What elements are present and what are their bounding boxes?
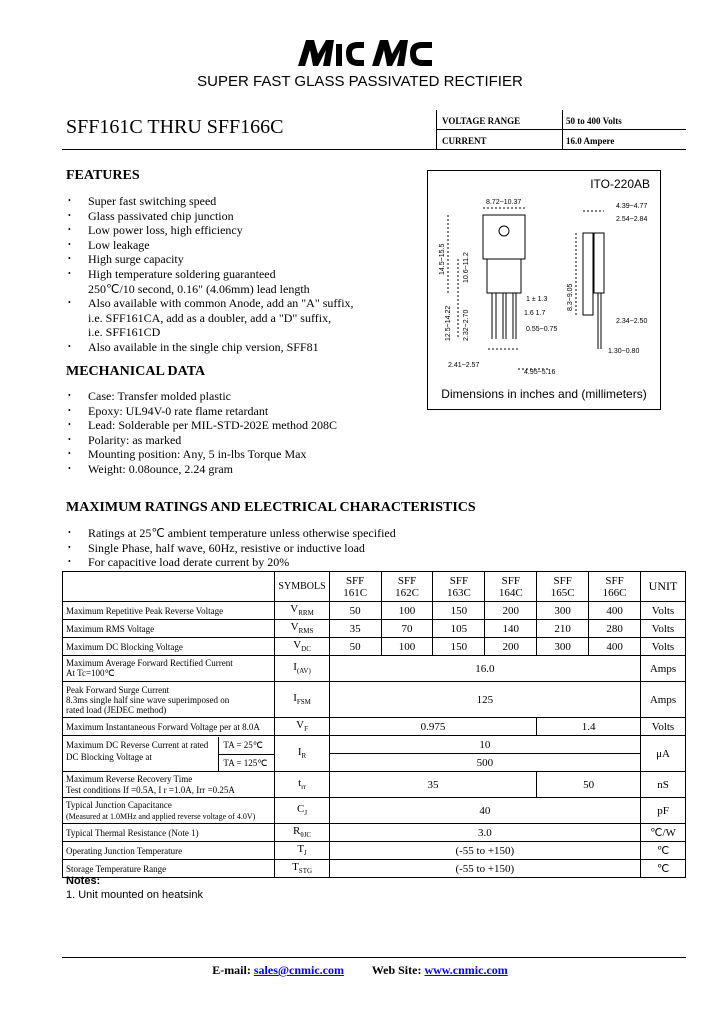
symbol-cell: [275, 620, 329, 638]
sym-sub: STG: [298, 867, 313, 876]
sym: I: [297, 746, 302, 759]
mechanical-list: [66, 389, 416, 477]
param-line: Typical Junction Capacitance: [66, 799, 172, 810]
dim-label: 8.72~10.37: [486, 199, 522, 206]
param-cell: Maximum DC Blocking Voltage: [63, 638, 275, 656]
part-line: 161C: [343, 586, 368, 599]
symbol-cell: [275, 718, 329, 736]
value-cell: 125: [329, 682, 640, 718]
param-line: Maximum Reverse Recovery Time: [66, 773, 193, 784]
dim-label: 0.55~0.75: [526, 326, 558, 333]
value-cell: 50: [537, 772, 641, 798]
package-drawing: [427, 170, 661, 410]
param-cell: Typical Thermal Resistance (Note 1): [63, 824, 275, 842]
header-part: [485, 572, 537, 602]
value-cell: 100: [381, 602, 433, 620]
param-cell: Maximum RMS Voltage: [63, 620, 275, 638]
unit-cell: Amps: [641, 656, 686, 682]
note-item: 1. Unit mounted on heatsink: [66, 889, 203, 901]
list-item: • Super fast switching speed: [66, 194, 416, 209]
unit-cell: Amps: [641, 682, 686, 718]
unit-cell: ℃: [641, 842, 686, 860]
notes-title: Notes:: [66, 875, 101, 887]
sym-sub: F: [304, 725, 308, 734]
value-cell: 300: [537, 638, 589, 656]
mechanical-section: [66, 364, 416, 477]
symbol-cell: [275, 772, 329, 798]
part-line: SFF: [449, 574, 469, 587]
param-cell: [63, 656, 275, 682]
value-cell: 150: [433, 602, 485, 620]
part-line: 162C: [395, 586, 419, 599]
symbol-cell: [275, 798, 329, 824]
param-line: 8.3ms single half sine wave superimposed on: [66, 694, 230, 705]
unit-cell: pF: [641, 798, 686, 824]
value-cell: 200: [485, 602, 537, 620]
spec-value: 16.0 Ampere: [566, 136, 615, 146]
value-cell: 150: [433, 638, 485, 656]
sym-sub: FSM: [296, 698, 311, 707]
list-item: • Low power loss, high efficiency: [66, 223, 416, 238]
spec-label: CURRENT: [442, 136, 487, 146]
header-unit: UNIT: [641, 572, 686, 602]
dim-label: 12.5~14.22: [445, 305, 452, 341]
unit-cell: Volts: [641, 602, 686, 620]
spec-label: VOLTAGE RANGE: [442, 116, 521, 126]
part-line: SFF: [553, 574, 572, 587]
sym: V: [296, 719, 305, 732]
list-item: • Case: Transfer molded plastic: [66, 389, 416, 404]
value-cell: 100: [381, 638, 433, 656]
list-item: • Low leakage: [66, 238, 416, 253]
divider: [436, 129, 686, 130]
symbol-cell: [275, 736, 329, 772]
dim-label: 1 ± 1.3: [526, 296, 548, 303]
list-item: • High temperature soldering guaranteed: [66, 267, 416, 282]
param-line: Maximum Average Forward Rectified Current: [66, 658, 233, 668]
list-item: • Ratings at 25℃ ambient temperature unless otherwise specified: [66, 526, 686, 541]
value-cell: (-55 to +150): [329, 860, 640, 878]
param-line: rated load (JEDEC method): [66, 704, 167, 715]
part-line: 165C: [550, 586, 575, 599]
symbol-cell: [275, 656, 329, 682]
part-line: 166C: [602, 586, 627, 599]
divider: [562, 110, 563, 150]
list-item: • Also available with common Anode, add an "A" suffix,: [66, 296, 416, 311]
list-item: • Glass passivated chip junction: [66, 209, 416, 224]
list-item: • Epoxy: UL94V-0 rate flame retardant: [66, 404, 416, 419]
value-cell: 10: [329, 736, 640, 754]
sym: R: [293, 825, 301, 838]
sym: V: [290, 603, 299, 616]
sym: t: [298, 777, 302, 790]
value-cell: 40: [329, 798, 640, 824]
param-line: Maximum DC Reverse Current at rated: [66, 739, 209, 750]
param-line: Test conditions If =0.5A, I r =1.0A, Irr =0.25A: [66, 784, 235, 795]
part-line: SFF: [397, 574, 417, 587]
list-item: • Mounting position: Any, 5 in-lbs Torque Max: [66, 447, 416, 462]
mechanical-title: MECHANICAL DATA: [66, 364, 206, 379]
unit-cell: ℃/W: [641, 824, 686, 842]
param-cell: Maximum Repetitive Peak Reverse Voltage: [63, 602, 275, 620]
symbol-cell: [275, 824, 329, 842]
dim-label: 10.6~11.2: [463, 252, 470, 283]
divider: [62, 149, 686, 150]
param-cell: Storage Temperature Range: [63, 860, 275, 878]
param-cell: [63, 772, 275, 798]
value-cell: 210: [537, 620, 589, 638]
symbol-cell: [275, 602, 329, 620]
param-line: (Measured at 1.0MHz and applied reverse voltage of 4.0V): [66, 811, 256, 821]
header-part: [589, 572, 641, 602]
value-cell: 400: [589, 602, 641, 620]
unit-cell: Volts: [641, 718, 686, 736]
email-link[interactable]: sales@cnmic.com: [253, 963, 344, 977]
list-item: • For capacitive load derate current by 20%: [66, 555, 686, 570]
symbol-cell: [275, 682, 329, 718]
footer: [0, 963, 720, 978]
sym-sub: RMS: [298, 627, 314, 636]
header-cell: [63, 572, 275, 602]
ta-conditions: [218, 737, 274, 771]
value-cell: 300: [537, 602, 589, 620]
table-row: [63, 718, 686, 736]
dim-label: 4.39~4.77: [616, 203, 648, 210]
unit-cell: Volts: [641, 620, 686, 638]
sym: I: [293, 692, 297, 705]
sym: V: [290, 621, 299, 634]
sym-sub: rr: [301, 783, 306, 792]
value-cell: 500: [329, 754, 640, 772]
divider: [436, 110, 437, 150]
value-cell: 280: [589, 620, 641, 638]
email-label: E-mail:: [212, 963, 251, 977]
features-title: FEATURES: [66, 168, 140, 183]
table-row: [63, 824, 686, 842]
sym: I: [293, 661, 297, 674]
list-item: • Also available in the single chip version, SFF81: [66, 340, 416, 355]
table-row: [63, 682, 686, 718]
param-cell: [63, 798, 275, 824]
header-part: [329, 572, 381, 602]
list-item: 250℃/10 second, 0.16" (4.06mm) lead length: [88, 281, 310, 296]
table-row: [63, 842, 686, 860]
header-part: [381, 572, 433, 602]
symbol-cell: [275, 842, 329, 860]
table-row: [63, 656, 686, 682]
table-row: [63, 620, 686, 638]
param-line: DC Blocking Voltage at: [66, 751, 152, 762]
table-row: [63, 772, 686, 798]
table-row: [63, 736, 686, 754]
package-outline-drawing: [428, 171, 660, 409]
param-cell: Operating Junction Temperature: [63, 842, 275, 860]
value-cell: 50: [329, 602, 381, 620]
list-item: • Weight: 0.08ounce, 2.24 gram: [66, 462, 416, 477]
value-cell: (-55 to +150): [329, 842, 640, 860]
part-line: SFF: [501, 574, 520, 587]
symbol-cell: [275, 860, 329, 878]
part-line: SFF: [345, 574, 365, 587]
value-cell: 200: [485, 638, 537, 656]
header-part: [433, 572, 485, 602]
value-cell: 16.0: [329, 656, 640, 682]
param-line: At Tc=100℃: [66, 668, 115, 678]
table-row: [63, 638, 686, 656]
sym-sub: J: [304, 849, 307, 858]
list-item: • Polarity: as marked: [66, 433, 416, 448]
param-cell: [63, 736, 275, 772]
sym-sub: RRM: [298, 609, 314, 618]
sym-sub: DC: [301, 645, 311, 654]
dim-label: 1.6 1.7: [524, 310, 546, 317]
sym-sub: J: [304, 809, 308, 818]
sym: T: [297, 843, 305, 856]
unit-cell: μA: [641, 736, 686, 772]
dim-label: 2.54~2.84: [616, 216, 648, 223]
ratings-notes: [66, 526, 686, 570]
list-item: • Lead: Solderable per MIL-STD-202E method 208C: [66, 418, 416, 433]
mic-logo: [296, 36, 436, 68]
value-cell: 1.4: [537, 718, 641, 736]
dim-label: 1.30~0.80: [608, 348, 640, 355]
part-line: SFF: [605, 574, 624, 587]
sym: T: [292, 861, 299, 874]
unit-cell: ℃: [641, 860, 686, 878]
sym-sub: (AV): [296, 667, 311, 676]
notes-section: [66, 875, 203, 901]
value-cell: 0.975: [329, 718, 537, 736]
subtitle: SUPER FAST GLASS PASSIVATED RECTIFIER: [197, 73, 523, 90]
ta-cond: TA = 125℃: [223, 757, 268, 768]
sym: V: [293, 639, 302, 652]
list-item: i.e. SFF161CA, add as a doubler, add a "D" suffix,: [88, 310, 332, 325]
unit-cell: Volts: [641, 638, 686, 656]
dim-label: 2.34~2.50: [616, 318, 648, 325]
part-line: 163C: [446, 586, 471, 599]
param-cell: [63, 682, 275, 718]
value-cell: 50: [329, 638, 381, 656]
ratings-section: [66, 500, 686, 570]
features-section: [66, 168, 416, 355]
dim-label: 14.5~15.5: [439, 243, 446, 275]
header-part: [537, 572, 589, 602]
dim-label: 2.41~2.57: [448, 362, 480, 369]
sym-sub: θJC: [300, 831, 312, 840]
sym: C: [297, 803, 305, 816]
header-symbols: SYMBOLS: [275, 572, 329, 602]
dim-label: 2.32~2.70: [463, 309, 470, 341]
logo-text: MIC MIC: [296, 36, 301, 37]
param-cell: Maximum Instantaneous Forward Voltage per at 8.0A: [63, 718, 275, 736]
sym-sub: R: [301, 752, 307, 761]
table-row: [63, 602, 686, 620]
value-cell: 35: [329, 772, 537, 798]
list-item: • High surge capacity: [66, 252, 416, 267]
ratings-title: MAXIMUM RATINGS AND ELECTRICAL CHARACTERISTICS: [66, 500, 476, 515]
ta-cond: TA = 25℃: [219, 737, 274, 755]
web-link[interactable]: www.cnmic.com: [424, 963, 508, 977]
value-cell: 35: [329, 620, 381, 638]
param-text: [63, 737, 218, 771]
table-row: [63, 798, 686, 824]
param-line: Peak Forward Surge Current: [66, 684, 170, 695]
unit-cell: nS: [641, 772, 686, 798]
symbol-cell: [275, 638, 329, 656]
part-range: SFF161C THRU SFF166C: [66, 116, 284, 138]
list-item: • Single Phase, half wave, 60Hz, resistive or inductive load: [66, 541, 686, 556]
value-cell: 70: [381, 620, 433, 638]
web-label: Web Site:: [371, 963, 422, 977]
features-list: [66, 194, 416, 355]
dim-label: 8.3~9.05: [567, 283, 574, 311]
package-name: ITO-220AB: [590, 177, 650, 191]
dim-label: 4.95~5.16: [524, 369, 556, 376]
footer-divider: [62, 957, 686, 958]
spec-value: 50 to 400 Volts: [566, 116, 622, 126]
spec-table: [436, 112, 686, 152]
part-line: 164C: [498, 586, 523, 599]
value-cell: 140: [485, 620, 537, 638]
ratings-table: [62, 571, 686, 878]
value-cell: 400: [589, 638, 641, 656]
package-caption: Dimensions in inches and (millimeters): [441, 387, 647, 401]
value-cell: 105: [433, 620, 485, 638]
value-cell: 3.0: [329, 824, 640, 842]
table-header-row: [63, 572, 686, 602]
list-item: i.e. SFF161CD: [88, 325, 161, 340]
